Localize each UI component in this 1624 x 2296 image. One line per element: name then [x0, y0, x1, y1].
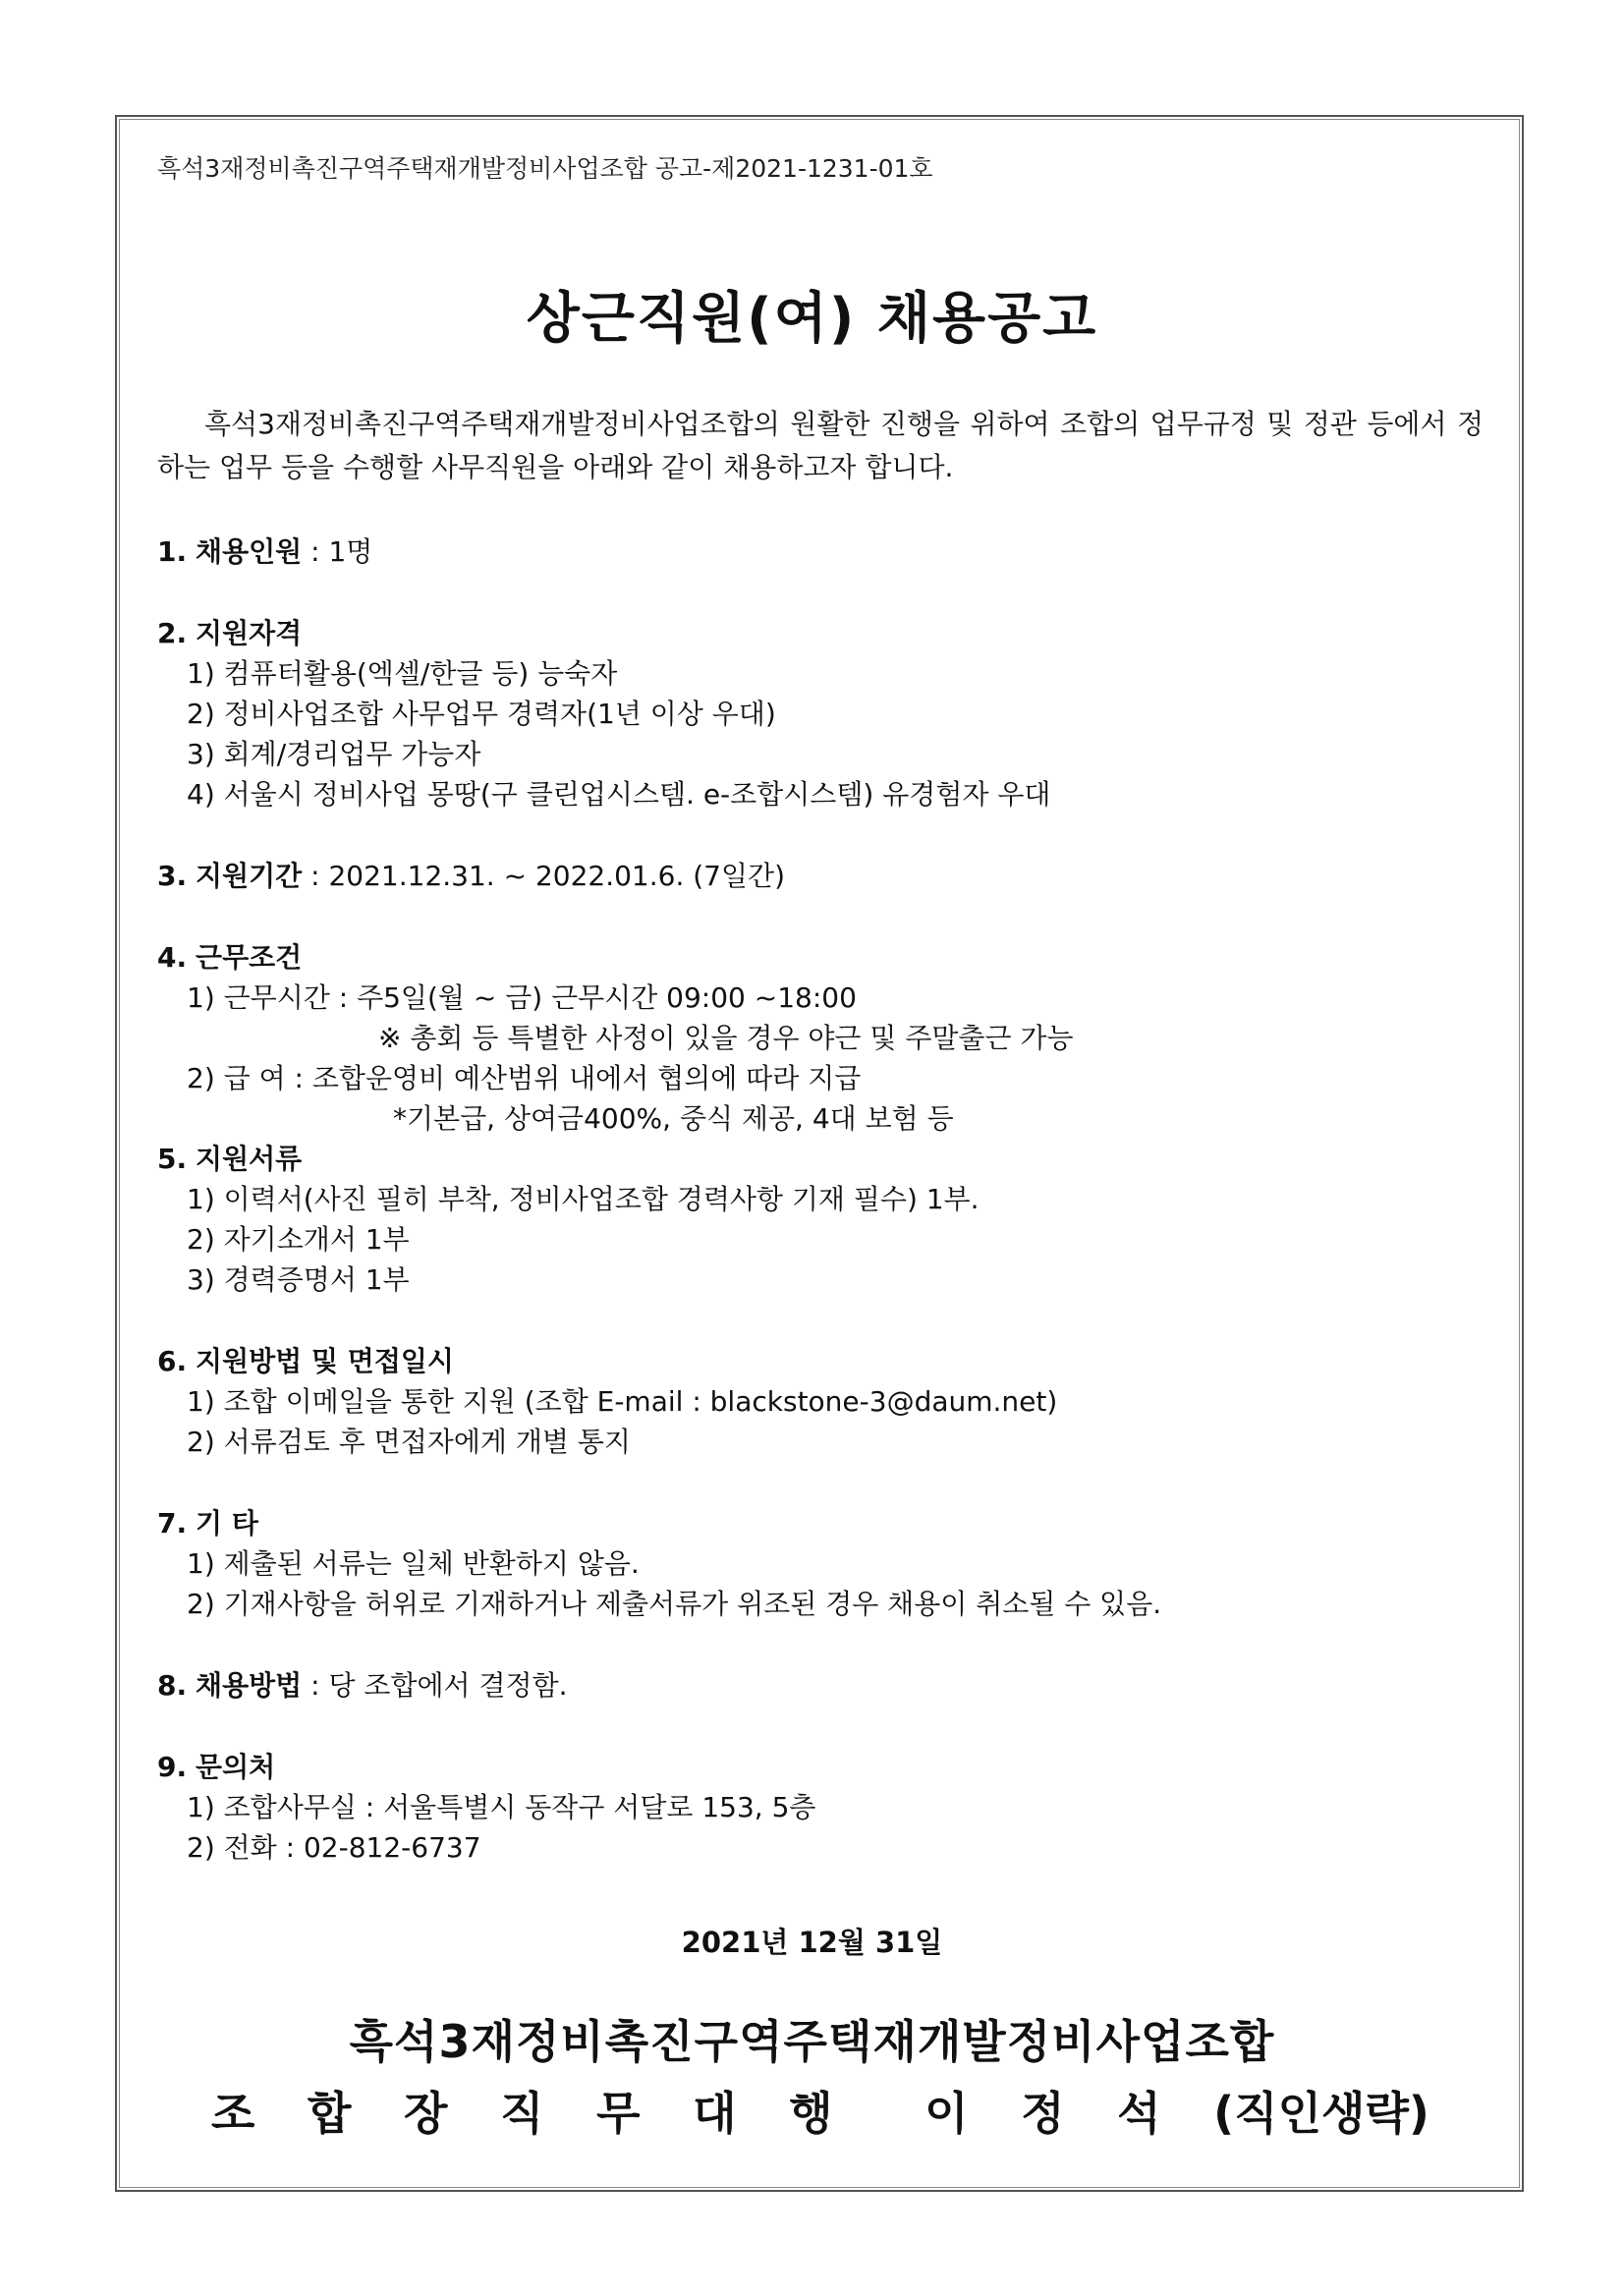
- list-item: 1) 조합사무실 : 서울특별시 동작구 서달로 153, 5층: [187, 1791, 816, 1823]
- section-number: 6.: [157, 1345, 188, 1377]
- note-text: *기본급, 상여금400%, 중식 제공, 4대 보험 등: [393, 1102, 954, 1135]
- section-1: [157, 531, 372, 570]
- section-value: : 2021.12.31. ~ 2022.01.6. (7일간): [302, 860, 786, 892]
- section-heading: 지원방법 및 면접일시: [196, 1345, 454, 1377]
- announcement-date: 2021년 12월 31일: [681, 1926, 943, 1959]
- section-6: [157, 1340, 454, 1379]
- section-value: : 당 조합에서 결정함.: [302, 1669, 568, 1702]
- section-heading: 근무조건: [196, 941, 303, 974]
- announcement-reference: 흑석3재정비촉진구역주택재개발정비사업조합 공고-제2021-1231-01호: [157, 154, 933, 183]
- section-number: 5.: [157, 1143, 188, 1175]
- list-item: 1) 제출된 서류는 일체 반환하지 않음.: [187, 1547, 640, 1580]
- signature-char: 조: [211, 2087, 255, 2140]
- section-4: [157, 936, 302, 976]
- signature-char: 정: [1021, 2087, 1065, 2140]
- section-3: [157, 855, 785, 894]
- list-item: 1) 조합 이메일을 통한 지원 (조합 E-mail : blackstone-3@daum.net): [187, 1385, 1058, 1418]
- section-2: [157, 612, 302, 651]
- signature-char: 이: [924, 2087, 969, 2140]
- section-5: [157, 1138, 302, 1177]
- signature-line: [211, 2078, 1429, 2143]
- section-number: 2.: [157, 617, 188, 649]
- section-7: [157, 1502, 258, 1541]
- section-number: 3.: [157, 860, 188, 892]
- signature-char: 합: [308, 2087, 352, 2140]
- section-number: 8.: [157, 1669, 188, 1702]
- list-item: 2) 서류검토 후 면접자에게 개별 통지: [187, 1426, 631, 1458]
- section-heading: 문의처: [196, 1751, 276, 1783]
- section-heading: 지원자격: [196, 617, 303, 649]
- section-number: 4.: [157, 941, 188, 974]
- page-title: 상근직원(여) 채용공고: [526, 287, 1098, 351]
- section-heading: 지원기간: [196, 860, 303, 892]
- list-item: 2) 기재사항을 허위로 기재하거나 제출서류가 위조된 경우 채용이 취소될 수 있음.: [187, 1588, 1162, 1620]
- signature-char: 석: [1117, 2087, 1161, 2140]
- seal-note: (직인생략): [1213, 2087, 1429, 2140]
- section-number: 9.: [157, 1751, 188, 1783]
- section-heading: 기 타: [196, 1507, 258, 1540]
- note-text: ※ 총회 등 특별한 사정이 있을 경우 야근 및 주말출근 가능: [378, 1022, 1074, 1054]
- section-heading: 지원서류: [196, 1143, 303, 1175]
- list-item: 2) 정비사업조합 사무업무 경력자(1년 이상 우대): [187, 698, 776, 730]
- list-item: 2) 전화 : 02-812-6737: [187, 1831, 481, 1864]
- section-number: 1.: [157, 535, 188, 568]
- section-heading: 채용방법: [196, 1669, 303, 1702]
- section-number: 7.: [157, 1507, 188, 1540]
- signature-char: 행: [789, 2087, 833, 2140]
- list-item: 2) 자기소개서 1부: [187, 1223, 410, 1256]
- intro-paragraph: 흑석3재정비촉진구역주택재개발정비사업조합의 원활한 진행을 위하여 조합의 업무규정 및 정관 등에서 정하는 업무 등을 수행할 사무직원을 아래와 같이 채용하고자 합니다.: [157, 408, 1484, 483]
- list-item: 4) 서울시 정비사업 몽땅(구 클린업시스템. e-조합시스템) 유경험자 우대: [187, 778, 1051, 811]
- list-item: 1) 근무시간 : 주5일(월 ~ 금) 근무시간 09:00 ~18:00: [187, 981, 857, 1014]
- list-item: 3) 경력증명서 1부: [187, 1263, 410, 1296]
- section-9: [157, 1746, 275, 1785]
- list-item: 1) 이력서(사진 필히 부착, 정비사업조합 경력사항 기재 필수) 1부.: [187, 1183, 980, 1215]
- signature-char: 대: [693, 2087, 737, 2140]
- section-value: : 1명: [302, 535, 373, 568]
- signature-char: 무: [596, 2087, 641, 2140]
- section-heading: 채용인원: [196, 535, 303, 568]
- signature-char: 직: [500, 2087, 544, 2140]
- list-item: 1) 컴퓨터활용(엑셀/한글 등) 능숙자: [187, 657, 618, 690]
- list-item: 2) 급 여 : 조합운영비 예산범위 내에서 협의에 따라 지급: [187, 1062, 862, 1094]
- organization-name: 흑석3재정비촉진구역주택재개발정비사업조합: [349, 2015, 1275, 2068]
- list-item: 3) 회계/경리업무 가능자: [187, 738, 481, 770]
- signature-char: 장: [404, 2087, 448, 2140]
- section-8: [157, 1664, 568, 1704]
